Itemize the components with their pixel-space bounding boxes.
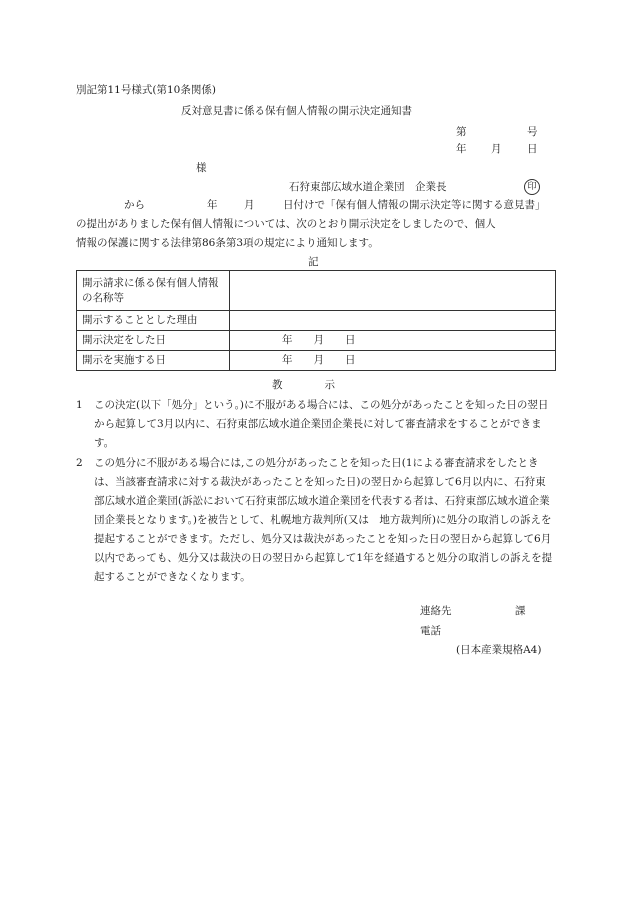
table-row (77, 311, 556, 331)
intro-from: から (124, 199, 145, 211)
row-value-implementation-date: 年 月 日 (230, 351, 556, 371)
doc-number-suffix: 号 (527, 126, 538, 138)
row-label-implementation-date: 開示を実施する日 (77, 351, 230, 371)
issuer-name: 石狩東部広域水道企業団 企業長 (289, 181, 447, 193)
row-label-name: 開示請求に係る保有個人情報の名称等 (77, 271, 230, 311)
doc-number-prefix: 第 (456, 126, 467, 138)
table-row (77, 331, 556, 351)
document-title: 反対意見書に係る保有個人情報の開示決定通知書 (181, 105, 412, 117)
intro-month: 月 (244, 199, 255, 211)
disclosure-table (76, 270, 556, 371)
date-day: 日 (527, 143, 538, 155)
addressee-suffix: 様 (196, 162, 207, 174)
note-number: 1 (76, 399, 83, 411)
note-number: 2 (76, 457, 83, 469)
kyoji-heading: 教 示 (272, 379, 335, 391)
table-row (77, 271, 556, 311)
intro-day-text: 日付けで「保有個人情報の開示決定等に関する意見書」 (283, 199, 546, 211)
row-value-name (230, 271, 556, 311)
intro-line-2: の提出がありました保有個人情報については、次のとおり開示決定をしましたので、個人 (76, 218, 496, 230)
intro-year: 年 (207, 199, 218, 211)
note-2 (76, 454, 554, 587)
table-row (77, 351, 556, 371)
contact-label: 連絡先 (420, 605, 452, 617)
contact-phone: 電話 (420, 625, 441, 637)
footer-paper-size: (日本産業規格A4) (456, 644, 542, 656)
ki-heading: 記 (308, 256, 319, 268)
seal-icon: 印 (524, 179, 540, 195)
seal-mark (524, 179, 540, 195)
row-value-decision-date: 年 月 日 (230, 331, 556, 351)
note-text: この決定(以下「処分」という。)に不服がある場合には、この処分があったことを知った日の翌日から起算して3月以内に、石狩東部広域水道企業団企業長に対して審査請求をすることができます。 (94, 399, 549, 449)
date-month: 月 (491, 143, 502, 155)
row-label-decision-date: 開示決定をした日 (77, 331, 230, 351)
date-year: 年 (456, 143, 467, 155)
contact-section: 課 (515, 605, 526, 617)
form-number: 別記第11号様式(第10条関係) (76, 84, 216, 96)
intro-line-3: 情報の保護に関する法律第86条第3項の規定により通知します。 (76, 237, 379, 249)
note-1 (76, 396, 554, 453)
note-text: この処分に不服がある場合には,この処分があったことを知った日(1による審査請求をしたときは、当該審査請求に対する裁決があったことを知った日)の翌日から起算して6月以内に、石狩東部広域水道企業団(訴訟において石狩東部広域水道企業団を代表する者は、石狩東部広域水道企業団企業長となります。)を被告として、札幌地方裁判所(又は 地方裁判所)に処分の取消しの訴えを提起することができます。ただし、処分又は裁決があったことを知った日の翌日から起算して6月以内であっても、処分又は裁決の日の翌日から起算して1年を経過すると処分の取消しの訴えを提起することができなくなります。 (94, 457, 553, 583)
row-label-reason: 開示することとした理由 (77, 311, 230, 331)
row-value-reason (230, 311, 556, 331)
